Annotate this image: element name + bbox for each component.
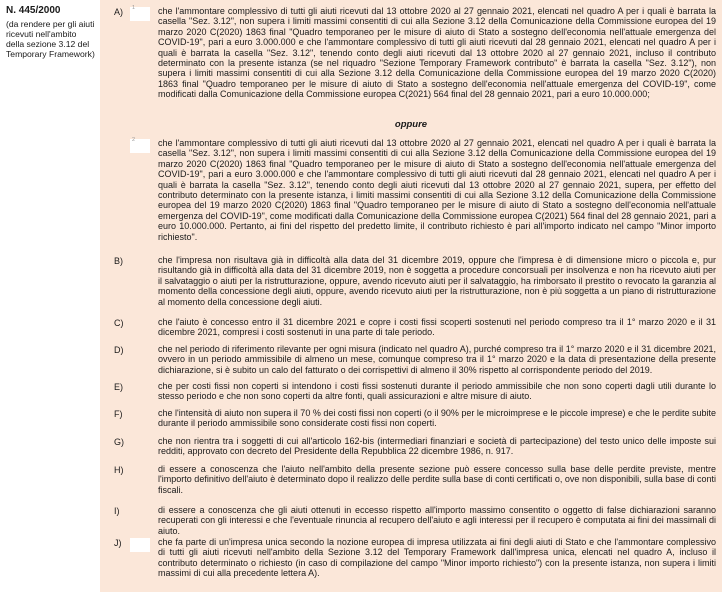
side-note: (da rendere per gli aiuti ricevuti nell'ambito della sezione 3.12 del Temporary Framework) [6, 18, 95, 59]
declaration-text: che l'ammontare complessivo di tutti gli aiuti ricevuti dal 13 ottobre 2020 al 27 gennaio 2021, elencati nel quadro A per i quali è barrata la casella "Sez. 3.12", non supera i limiti massimi consentiti di cui alla Sezione 3.12 della Comunicazione della Commissione europea del 19 marzo 2020 C(2020) 1863 final "Quadro temporaneo per le misure di aiuto di Stato a sostegno dell'economia nell'attuale emergenza del COVID-19", pari a euro 3.000.000 e che l'ammontare complessivo di tutti gli aiuti ricevuti dal 28 gennaio 2021, elencati nel quadro A per i quali è barrata la casella "Sez. 3.12", tenendo conto degli aiuti ricevuti dal 13 ottobre 2020 al 27 gennaio 2021, incluso il contributo determinato con la presente istanza (se nel riquadro "Sezione Temporary Framework contributo" è barrata la casella "Sez. 3.12"), non supera i limiti massimi consentiti di cui alla Sezione 3.12 della Comunicazione della Commissione europea del 19 marzo 2020 C(2020) 1863 final "Quadro temporaneo per le misure di aiuto di Stato a sostegno dell'economia nell'attuale emergenza del COVID-19", come modificati dalla Comunicazione della Commissione europea C(2021) 564 final del 28 gennaio 2021, pari a euro 10.000.000; [158, 6, 716, 100]
declaration-text: che non rientra tra i soggetti di cui all'articolo 162-bis (intermediari finanziari e società di partecipazione) del testo unico delle imposte sui redditi, approvato con decreto del Presidente della Repubblica 22 dicembre 1986, n. 917. [158, 436, 716, 457]
oppure-separator: oppure [394, 119, 428, 130]
declaration-text: che nel periodo di riferimento rilevante per ogni misura (indicato nel quadro A), purché compreso tra il 1° marzo 2020 e il 31 dicembre 2021, ovvero in un periodo ammissibile di almeno un mese, comunque compreso tra il 1° marzo 2020 e la data di presentazione della presente dichiarazione, si è subito un calo del fatturato o dei corrispettivi di almeno il 30% rispetto al corrispondente periodo del 2019. [158, 344, 716, 375]
law-reference: N. 445/2000 [6, 5, 61, 16]
option-1-checkbox[interactable] [130, 7, 150, 21]
declaration-letter: I) [114, 506, 120, 516]
checkbox-number: 1 [132, 5, 136, 11]
declaration-letter: A) [114, 7, 123, 17]
declaration-letter: F) [114, 409, 123, 419]
declaration-text: che per costi fissi non coperti si intendono i costi fissi sostenuti durante il periodo ammissibile che non sono coperti dagli utili durante lo stesso periodo e che non sono coperti da altre fonti, quali assicurazioni e altre misure di aiuto. [158, 381, 716, 402]
declaration-text: di essere a conoscenza che l'aiuto nell'ambito della presente sezione può essere concesso sulla base delle perdite previste, mentre l'importo definitivo dell'aiuto è determinato dopo il realizzo delle perdite sulla base di conti certificati o, ove non disponibili, sulla base di conti fiscali. [158, 464, 716, 495]
declaration-text: che l'intensità di aiuto non supera il 70 % dei costi fissi non coperti (o il 90% per le microimprese e le piccole imprese) e che le perdite subite durante il periodo ammissibile sono considerate costi fissi non coperti. [158, 408, 716, 429]
declaration-letter: H) [114, 465, 124, 475]
option-j-checkbox[interactable] [130, 538, 150, 552]
declaration-text: che fa parte di un'impresa unica secondo la nozione europea di impresa utilizzata ai fini degli aiuti di Stato e che l'ammontare complessivo di tutti gli aiuti ricevuti nell'ambito della Sezione 3.12 del Temporary Framework dall'impresa unica, elencati nel quadro A, incluso il contributo determinato o richiesto (in caso di compilazione del campo "Minor importo richiesto") con la presente istanza, non supera i limiti massimi di cui alla precedente lettera A). [158, 537, 716, 579]
declaration-letter: D) [114, 345, 124, 355]
declarations-panel [100, 0, 722, 592]
left-column [6, 6, 96, 59]
declaration-letter: G) [114, 437, 124, 447]
declaration-letter: E) [114, 382, 123, 392]
checkbox-number: 2 [132, 137, 136, 143]
declaration-text: che l'impresa non risultava già in difficoltà alla data del 31 dicembre 2019, oppure che l'impresa è di dimensione micro o piccola e, pur risultando già in difficoltà alla data del 31 dicembre 2019, non è soggetta a procedure concorsuali per insolvenza e non ha ricevuto aiuti per il salvataggio o aiuti per la ristrutturazione, oppure, avendo ricevuto aiuti per il salvataggio, ha rimborsato il prestito o revocato la garanzia al momento della concessione degli aiuti, oppure, avendo ricevuto aiuti per la ristrutturazione, non è più soggetta a un piano di ristrutturazione al momento della concessione degli aiuti. [158, 255, 716, 307]
declaration-letter: B) [114, 256, 123, 266]
option-2-checkbox[interactable] [130, 139, 150, 153]
declaration-letter: J) [114, 538, 122, 548]
declaration-text: di essere a conoscenza che gli aiuti ottenuti in eccesso rispetto all'importo massimo consentito o oggetto di false dichiarazioni saranno recuperati con gli interessi e che l'eventuale rinuncia al recupero dell'aiuto e agli interessi per il recupero è computata ai fini dei massimali di aiuto. [158, 505, 716, 536]
declaration-text: che l'ammontare complessivo di tutti gli aiuti ricevuti dal 13 ottobre 2020 al 27 gennaio 2021, elencati nel quadro A per i quali è barrata la casella "Sez. 3.12", non supera i limiti massimi consentiti di cui alla Sezione 3.12 della Comunicazione della Commissione europea del 19 marzo 2020 C(2020) 1863 final "Quadro temporaneo per le misure di aiuto di Stato a sostegno dell'economia nell'attuale emergenza del COVID-19", pari a euro 3.000.000 e che l'ammontare complessivo di tutti gli aiuti ricevuti dal 28 gennaio 2021, elencati nel quadro A per i quali è barrata la casella "Sez. 3.12", tenendo conto degli aiuti ricevuti dal 13 ottobre 2020 al 27 gennaio 2021, supera, per effetto del contributo determinato con la presente istanza, i limiti massimi consentiti di cui alla Sezione 3.12 della Comunicazione della Commissione europea del 19 marzo 2020 C(2020) 1863 final "Quadro temporaneo per le misure di aiuto di Stato a sostegno dell'economia nell'attuale emergenza del COVID-19", come modificati dalla Comunicazione della Commissione europea C(2021) 564 final del 28 gennaio 2021, pari a euro 10.000.000. Pertanto, ai fini del rispetto del predetto limite, il contributo richiesto è pari all'importo indicato nel campo "Minor importo richiesto". [158, 138, 716, 242]
declaration-letter: C) [114, 318, 124, 328]
declaration-text: che l'aiuto è concesso entro il 31 dicembre 2021 e copre i costi fissi scoperti sostenuti nel periodo compreso tra il 1° marzo 2020 e il 31 dicembre 2021, compresi i costi sostenuti in una parte di tale periodo. [158, 317, 716, 338]
